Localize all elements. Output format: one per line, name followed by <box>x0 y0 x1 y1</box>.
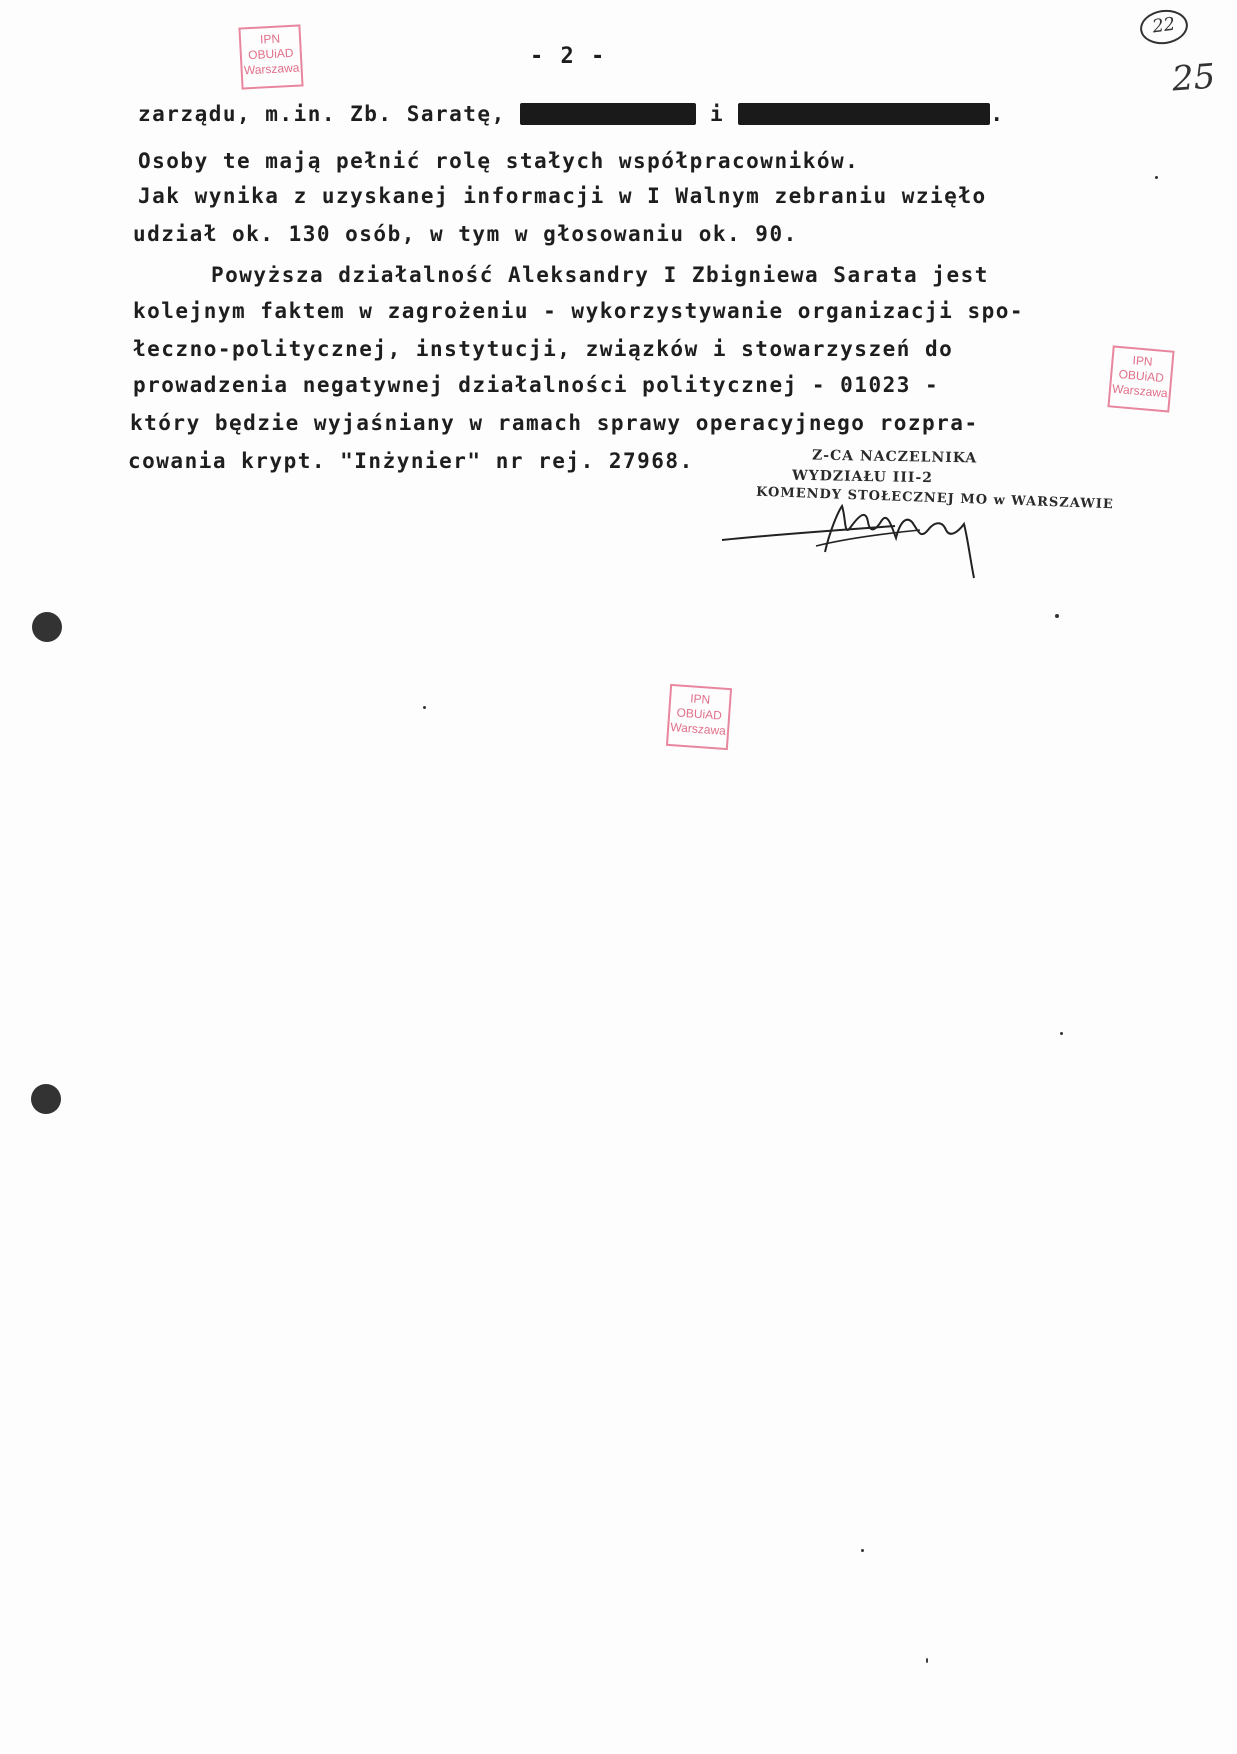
body-line-5: Powyższa działalność Aleksandry I Zbigniewa Sarata jest <box>211 263 989 287</box>
body-line-1: zarządu, m.in. Zb. Saratę, i . <box>138 102 1005 126</box>
folio-number-circled: 22 <box>1138 7 1190 47</box>
scan-speck <box>926 1658 928 1663</box>
ipn-archive-stamp: IPN OBUiAD Warszawa <box>1107 345 1174 412</box>
scan-speck <box>1055 614 1059 618</box>
binder-hole <box>31 1084 61 1114</box>
body-line-9: który będzie wyjaśniany w ramach sprawy operacyjnego rozpra- <box>130 411 979 435</box>
office-seal: Z-CA NACZELNIKA WYDZIAŁU III-2 KOMENDY STOŁECZNEJ MO w WARSZAWIE <box>755 447 1115 513</box>
ipn-archive-stamp: IPN OBUiAD Warszawa <box>666 684 732 750</box>
body-line-3: Jak wynika z uzyskanej informacji w I Walnym zebraniu wzięło <box>138 184 987 208</box>
body-line-7: łeczno-politycznej, instytucji, związków i stowarzyszeń do <box>133 337 954 361</box>
scan-speck <box>423 706 426 709</box>
body-line-4: udział ok. 130 osób, w tym w głosowaniu ok. 90. <box>133 222 798 246</box>
scan-speck <box>1060 1032 1063 1035</box>
binder-hole <box>32 612 62 642</box>
ipn-archive-stamp: IPN OBUiAD Warszawa <box>238 24 303 89</box>
page-number: - 2 - <box>530 44 607 69</box>
body-line-10: cowania krypt. "Inżynier" nr rej. 27968. <box>128 449 694 473</box>
body-line-8: prowadzenia negatywnej działalności politycznej - 01023 - <box>133 373 940 397</box>
scan-speck <box>861 1549 864 1552</box>
body-line-2: Osoby te mają pełnić rolę stałych współpracowników. <box>138 149 860 173</box>
handwritten-signature <box>720 500 1100 590</box>
redaction-bar <box>520 103 696 125</box>
body-line-6: kolejnym faktem w zagrożeniu - wykorzystywanie organizacji spo- <box>133 299 1025 323</box>
scan-speck <box>1155 176 1158 179</box>
folio-number: 25 <box>1170 56 1217 100</box>
redaction-bar <box>738 103 990 125</box>
